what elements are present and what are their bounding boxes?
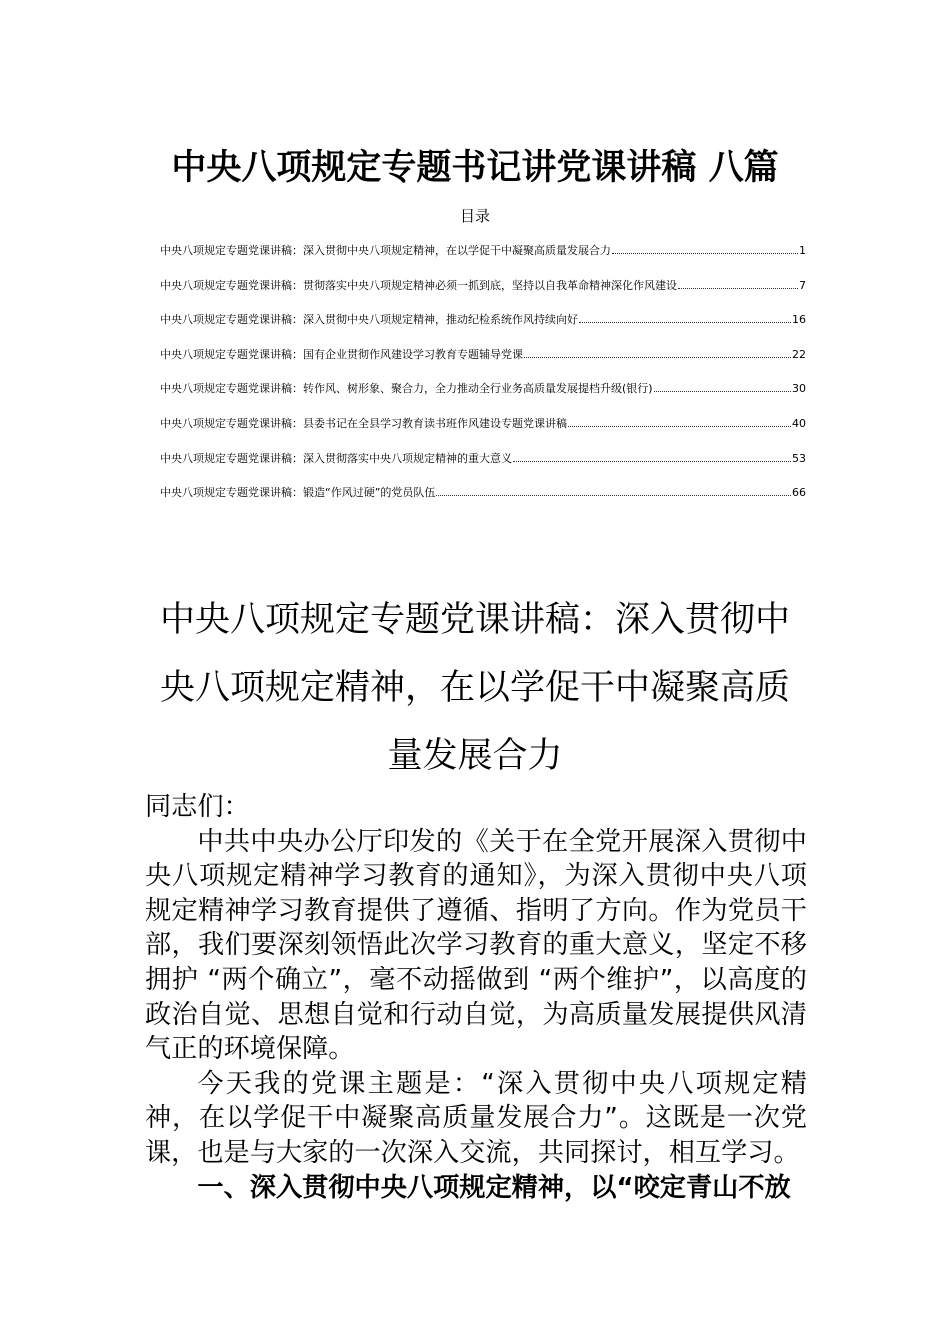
toc-page-number: 66 <box>792 486 806 500</box>
toc-page-number: 16 <box>792 313 806 327</box>
toc-entry-text[interactable]: 中央八项规定专题党课讲稿：贯彻落实中央八项规定精神必须一抓到底，坚持以自我革命精神深化作风建设 <box>160 278 677 292</box>
table-of-contents <box>160 242 806 519</box>
toc-entry-text[interactable]: 中央八项规定专题党课讲稿：深入贯彻落实中央八项规定精神的重大意义 <box>160 451 512 465</box>
toc-leader-dots <box>612 252 798 254</box>
toc-entry[interactable] <box>160 484 806 519</box>
body-text <box>145 790 807 1205</box>
toc-leader-dots <box>436 494 791 496</box>
toc-entry[interactable] <box>160 242 806 277</box>
toc-entry[interactable] <box>160 380 806 415</box>
toc-page-number: 53 <box>792 451 806 465</box>
toc-page-number: 22 <box>792 347 806 361</box>
toc-entry-text[interactable]: 中央八项规定专题党课讲稿：转作风、树形象、聚合力，全力推动全行业务高质量发展提档升级(银行) <box>160 382 653 396</box>
paragraph: 中共中央办公厅印发的《关于在全党开展深入贯彻中央八项规定精神学习教育的通知》，为深入贯彻中央八项规定精神学习教育提供了遵循、指明了方向。作为党员干部，我们要深刻领悟此次学习教育的重大意义，坚定不移拥护 “两个确立”，毫不动摇做到 “两个维护”，以高度的政治自觉、思想自觉和行动自觉，为高质量发展提供风清气正的环境保障。 <box>145 826 807 1065</box>
toc-leader-dots <box>678 287 798 289</box>
toc-leader-dots <box>579 321 791 323</box>
toc-entry-text[interactable]: 中央八项规定专题党课讲稿：锻造“作风过硬”的党员队伍 <box>160 486 436 500</box>
salutation: 同志们： <box>145 792 250 822</box>
toc-entry-text[interactable]: 中央八项规定专题党课讲稿：国有企业贯彻作风建设学习教育专题辅导党课 <box>160 347 523 361</box>
toc-entry[interactable] <box>160 311 806 346</box>
toc-entry[interactable] <box>160 346 806 381</box>
toc-heading: 目录 <box>459 207 490 225</box>
toc-page-number: 7 <box>799 278 806 292</box>
toc-entry-text[interactable]: 中央八项规定专题党课讲稿：深入贯彻中央八项规定精神，推动纪检系统作风持续向好 <box>160 313 578 327</box>
toc-entry[interactable] <box>160 450 806 485</box>
paragraph: 今天我的党课主题是：“深入贯彻中央八项规定精神，在以学促干中凝聚高质量发展合力”。这既是一次党课，也是与大家的一次深入交流，共同探讨，相互学习。 <box>145 1068 807 1168</box>
toc-leader-dots <box>654 390 791 392</box>
toc-page-number: 40 <box>792 416 806 430</box>
section-heading: 一、深入贯彻中央八项规定精神，以“咬定青山不放 <box>197 1172 791 1203</box>
toc-page-number: 30 <box>792 382 806 396</box>
toc-entry[interactable] <box>160 415 806 450</box>
toc-leader-dots <box>513 460 791 462</box>
toc-entry-text[interactable]: 中央八项规定专题党课讲稿：县委书记在全县学习教育读书班作风建设专题党课讲稿 <box>160 416 567 430</box>
toc-entry[interactable] <box>160 277 806 312</box>
document-title: 中央八项规定专题书记讲党课讲稿 八篇 <box>171 148 779 188</box>
toc-page-number: 1 <box>799 244 806 257</box>
toc-leader-dots <box>568 425 791 427</box>
toc-entry-text[interactable]: 中央八项规定专题党课讲稿：深入贯彻中央八项规定精神，在以学促干中凝聚高质量发展合力 <box>160 244 611 257</box>
section-title: 中央八项规定专题党课讲稿：深入贯彻中央八项规定精神，在以学促干中凝聚高质量发展合力 <box>159 600 790 776</box>
toc-leader-dots <box>524 356 791 358</box>
